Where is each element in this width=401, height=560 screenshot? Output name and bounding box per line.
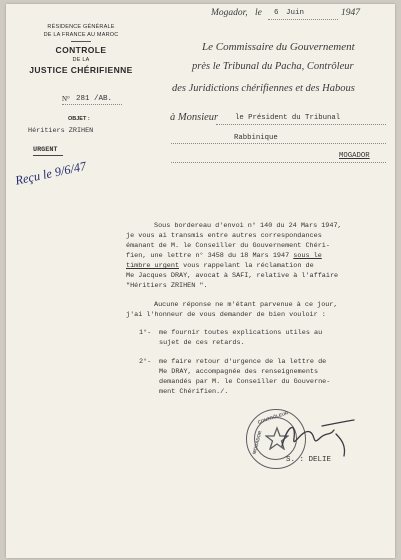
residence-line-1: RÉSIDENCE GÉNÉRALE — [47, 24, 115, 30]
body-p1-line-7: "Héritiers ZRIHEN ". — [126, 282, 208, 290]
body-p1-underlined-a: sous le — [293, 252, 322, 260]
recipient-line-1: le Président du Tribunal — [235, 114, 341, 122]
item-2-line-2: Me DRAY, accompagnée des renseignements — [159, 368, 319, 376]
item-1-line-1: me fournir toutes explications utiles au — [159, 329, 323, 337]
letter-page — [6, 4, 395, 558]
recipient-rule-2 — [171, 143, 386, 144]
recipient-line-2: Rabbinique — [234, 134, 278, 142]
body-p1-line-2: je vous ai transmis entre autres correspondances — [126, 232, 322, 240]
objet-value: Héritiers ZRIHEN — [28, 127, 94, 135]
recipient-rule-1 — [216, 124, 386, 125]
item-1-line-2: sujet de ces retards. — [159, 339, 245, 347]
justice-heading: JUSTICE CHÉRIFIENNE — [29, 65, 133, 75]
body-p1-line-1: Sous bordereau d'envoi n° 140 du 24 Mars 1947, — [154, 222, 342, 230]
item-1-number: 1°- — [139, 329, 152, 337]
body-p1-line-5 — [126, 262, 314, 270]
objet-label: OBJET : — [68, 116, 90, 122]
date-month: Juin — [286, 9, 305, 17]
controle-heading: CONTROLE — [55, 45, 107, 55]
date-city: Mogador, — [211, 8, 248, 18]
body-p1-underlined-b: timbre urgent — [126, 262, 180, 270]
residence-line-2: DE LA FRANCE AU MAROC — [43, 32, 119, 38]
sender-line-3: des Juridictions chérifiennes et des Habous — [172, 83, 355, 94]
header-divider — [71, 41, 91, 42]
body-p1-line-4 — [126, 252, 322, 260]
item-2-line-1: me faire retour d'urgence de la lettre de — [159, 358, 327, 366]
body-p1-line-3: émanant de M. le Conseiller du Gouvernement Chéri- — [126, 242, 330, 250]
body-p2-line-2: j'ai l'honneur de vous demander de bien vouloir : — [126, 311, 326, 319]
recipient-rule-3 — [171, 162, 386, 163]
urgent-label: URGENT — [33, 146, 58, 154]
signature-label: S. : DELIE — [286, 456, 332, 464]
date-year: 1947 — [341, 8, 360, 18]
recipient-city: MOGADOR — [339, 152, 370, 160]
urgent-underline — [33, 155, 63, 156]
item-2-line-4: ment Chérifien./. — [159, 388, 229, 396]
ref-number: 281 /AB. — [76, 95, 113, 103]
date-day: 6 — [274, 9, 279, 17]
item-2-number: 2°- — [139, 358, 152, 366]
body-p1-line-4-text: fien, une lettre n° 3458 du 18 Mars 1947 — [126, 252, 290, 260]
date-le: le — [255, 8, 262, 18]
stamp-text-side: MOGADOR — [251, 430, 263, 455]
received-note: Reçu le 9/6/47 — [14, 158, 88, 188]
item-2-line-3: demandés par M. le Conseiller du Gouverne- — [159, 378, 331, 386]
sender-line-1: Le Commissaire du Gouvernement — [202, 41, 355, 53]
sender-line-2: près le Tribunal du Pacha, Contrôleur — [192, 61, 354, 72]
ref-prefix: N° — [62, 95, 70, 103]
a-monsieur: à Monsieur — [170, 112, 219, 123]
stamp-text-top: CONTRÔLEUR — [257, 410, 289, 425]
signature-icon — [276, 416, 361, 461]
body-p2-line-1: Aucune réponse ne m'étant parvenue à ce jour, — [154, 301, 338, 309]
body-p1-line-6: Me Jacques DRAY, avocat à SAFI, relative à l'affaire — [126, 272, 339, 280]
de-la-text: DE LA — [72, 57, 90, 63]
body-p1-line-5-text: vous rappelant la réclamation de — [183, 262, 314, 270]
date-rule — [268, 19, 338, 20]
ref-rule — [62, 104, 122, 105]
